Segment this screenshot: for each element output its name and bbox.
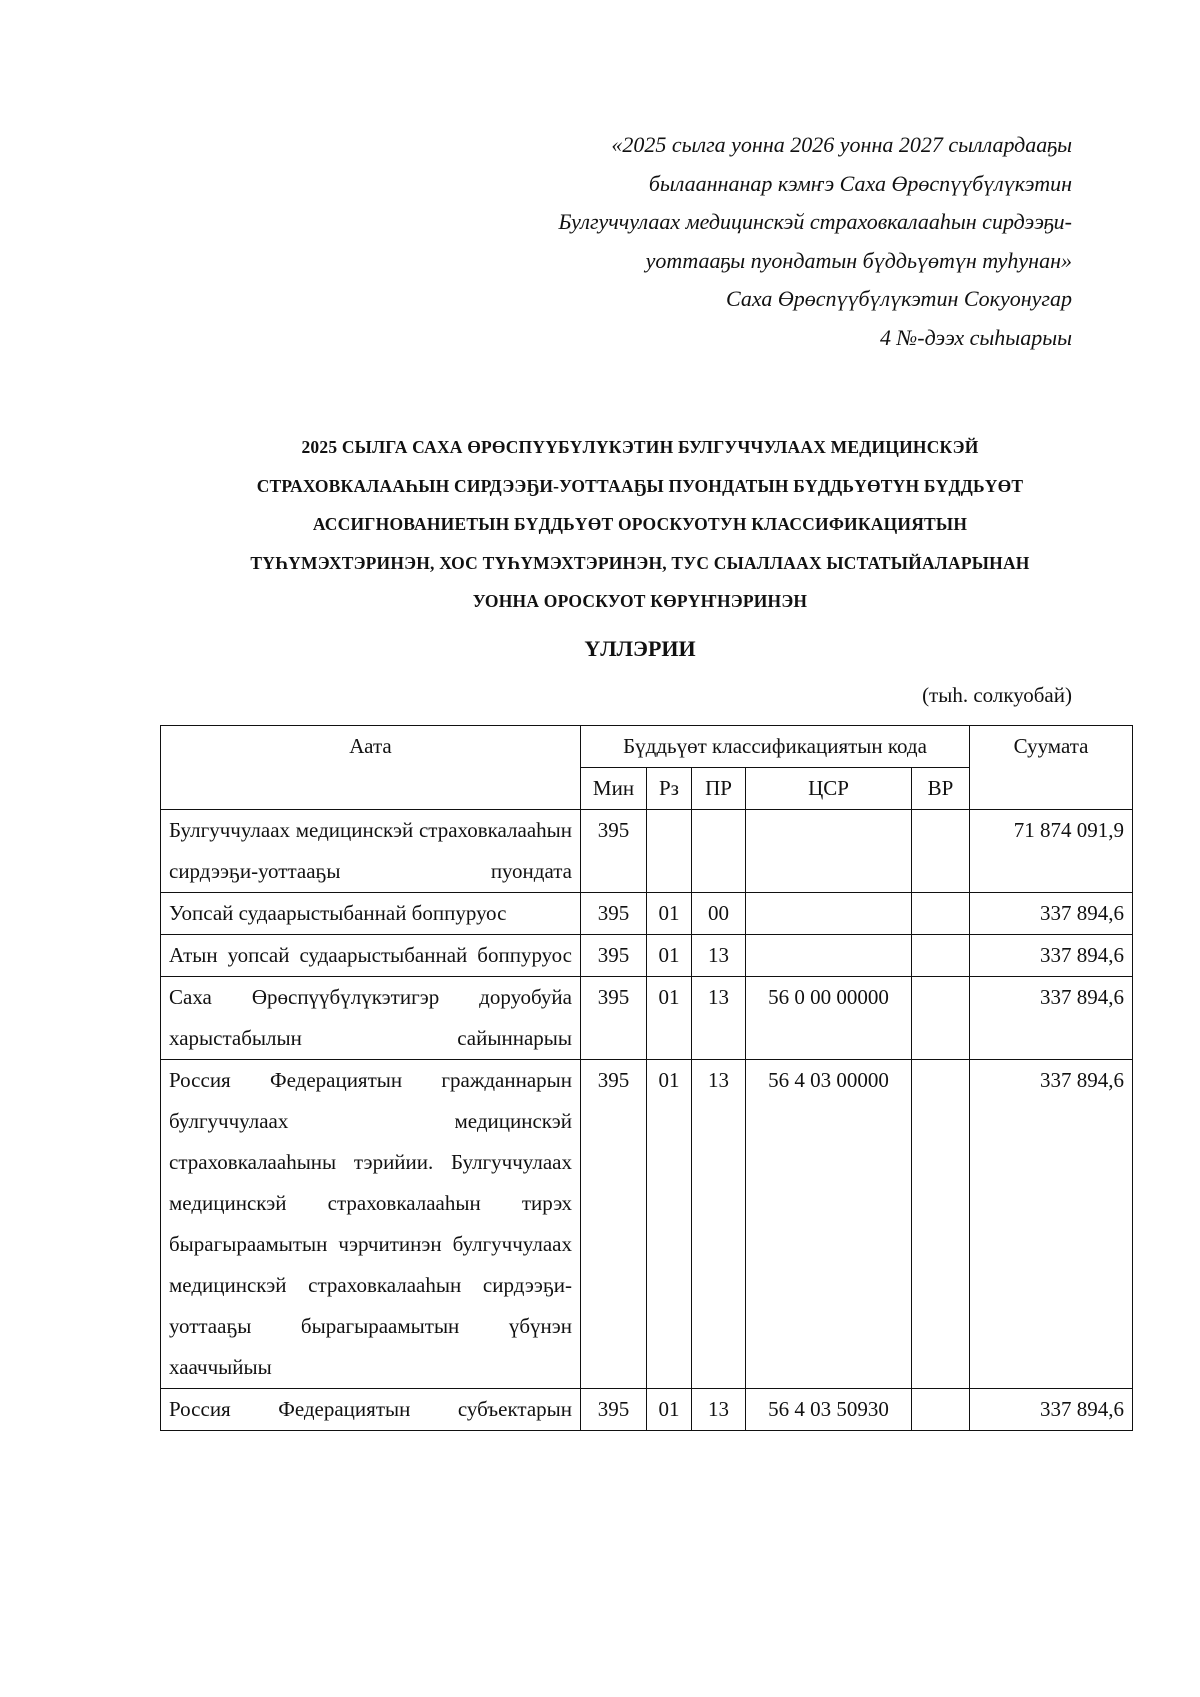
header-csr: ЦСР [746,768,912,810]
row-amount: 337 894,6 [970,1060,1133,1389]
row-name: Атын уопсай судаарыстыбаннай боппуруос [161,935,581,977]
header-note-line: «2025 сылга уонна 2026 уонна 2027 сыллардааҕы [611,132,1072,157]
row-rz: 01 [647,893,692,935]
row-min: 395 [581,1389,647,1431]
header-note-line: Булгуччулаах медицинскэй страховкалааһын сирдээҕи- [558,209,1072,234]
row-pr: 13 [692,935,746,977]
header-rz: Рз [647,768,692,810]
table-row [161,810,1133,893]
row-amount: 337 894,6 [970,935,1133,977]
row-csr [746,935,912,977]
title-line: 2025 СЫЛГА САХА ӨРӨСПҮҮБҮЛҮКЭТИН БУЛГУЧЧУЛААХ МЕДИЦИНСКЭЙ [301,437,979,457]
row-rz: 01 [647,1389,692,1431]
row-min: 395 [581,935,647,977]
row-amount: 337 894,6 [970,1389,1133,1431]
table-row [161,1389,1133,1431]
row-rz [647,810,692,893]
row-pr [692,810,746,893]
row-name: Россия Федерациятын субъектарын [161,1389,581,1431]
header-vr: ВР [912,768,970,810]
row-rz: 01 [647,935,692,977]
title-line: ТҮҺҮМЭХТЭРИНЭН, ХОС ТҮҺҮМЭХТЭРИНЭН, ТУС СЫАЛЛААХ ЫСТАТЫЙАЛАРЫНАН [250,552,1030,573]
row-csr [746,810,912,893]
row-min: 395 [581,1060,647,1389]
header-note [372,126,1072,357]
table-row [161,893,1133,935]
header-note-line: уоттааҕы пуондатын бүддьүөтүн туһунан» [645,247,1072,273]
title-line: УОННА ОРОСКУОТ КӨРҮҤНЭРИНЭН [472,591,808,611]
table-row [161,935,1133,977]
title-line: АССИГНОВАНИЕТЫН БҮДДЬҮӨТ ОРОСКУОТУН КЛАССИФИКАЦИЯТЫН [312,514,968,534]
row-amount: 337 894,6 [970,977,1133,1060]
table-row [161,977,1133,1060]
units-label: (тыһ. солкуобай) [922,683,1072,707]
header-pr: ПР [692,768,746,810]
header-note-line: Саха Өрөспүүбүлүкэтин Сокуонугар [726,286,1072,311]
row-csr: 56 0 00 00000 [746,977,912,1060]
title-main: ҮЛЛЭРИИ [584,636,696,661]
row-min: 395 [581,977,647,1060]
row-vr [912,893,970,935]
budget-table [160,725,1133,1431]
header-note-line: былааннанар кэмҥэ Саха Өрөспүүбүлүкэтин [648,170,1072,196]
row-pr: 13 [692,977,746,1060]
row-vr [912,810,970,893]
header-note-line: 4 №-дээх сыһыарыы [880,324,1072,350]
row-name: Уопсай судаарыстыбаннай боппуруос [161,893,581,935]
header-name: Аата [161,726,581,810]
row-rz: 01 [647,977,692,1060]
row-vr [912,1389,970,1431]
header-classification: Бүддьүөт классификациятын кода [581,726,970,768]
row-vr [912,977,970,1060]
row-csr [746,893,912,935]
row-rz: 01 [647,1060,692,1389]
row-pr: 13 [692,1060,746,1389]
row-name: Россия Федерациятын гражданнарын булгуччулаах медицинскэй страховкалааһыны тэрийии. Булгуччулаах медицинскэй страховкалааһын тирэх бырагыраамытын чэрчитинэн булгуччулаах медицинскэй страховкалааһын сирдээҕи-уоттааҕы бырагыраамытын үбүнэн хааччыйыы [161,1060,581,1389]
row-csr: 56 4 03 50930 [746,1389,912,1431]
row-name: Булгуччулаах медицинскэй страховкалааһын сирдээҕи-уоттааҕы пуондата [161,810,581,893]
document-title [160,428,1120,621]
row-amount: 337 894,6 [970,893,1133,935]
row-name: Саха Өрөспүүбүлүкэтигэр доруобуйа харыстабылын сайыннарыы [161,977,581,1060]
row-min: 395 [581,810,647,893]
row-pr: 00 [692,893,746,935]
row-amount: 71 874 091,9 [970,810,1133,893]
row-vr [912,1060,970,1389]
row-csr: 56 4 03 00000 [746,1060,912,1389]
row-pr: 13 [692,1389,746,1431]
row-min: 395 [581,893,647,935]
header-amount: Суумата [970,726,1133,810]
title-line: СТРАХОВКАЛААҺЫН СИРДЭЭҔИ-УОТТААҔЫ ПУОНДАТЫН БҮДДЬҮӨТҮН БҮДДЬҮӨТ [256,475,1024,496]
table-row [161,1060,1133,1389]
header-min: Мин [581,768,647,810]
row-vr [912,935,970,977]
